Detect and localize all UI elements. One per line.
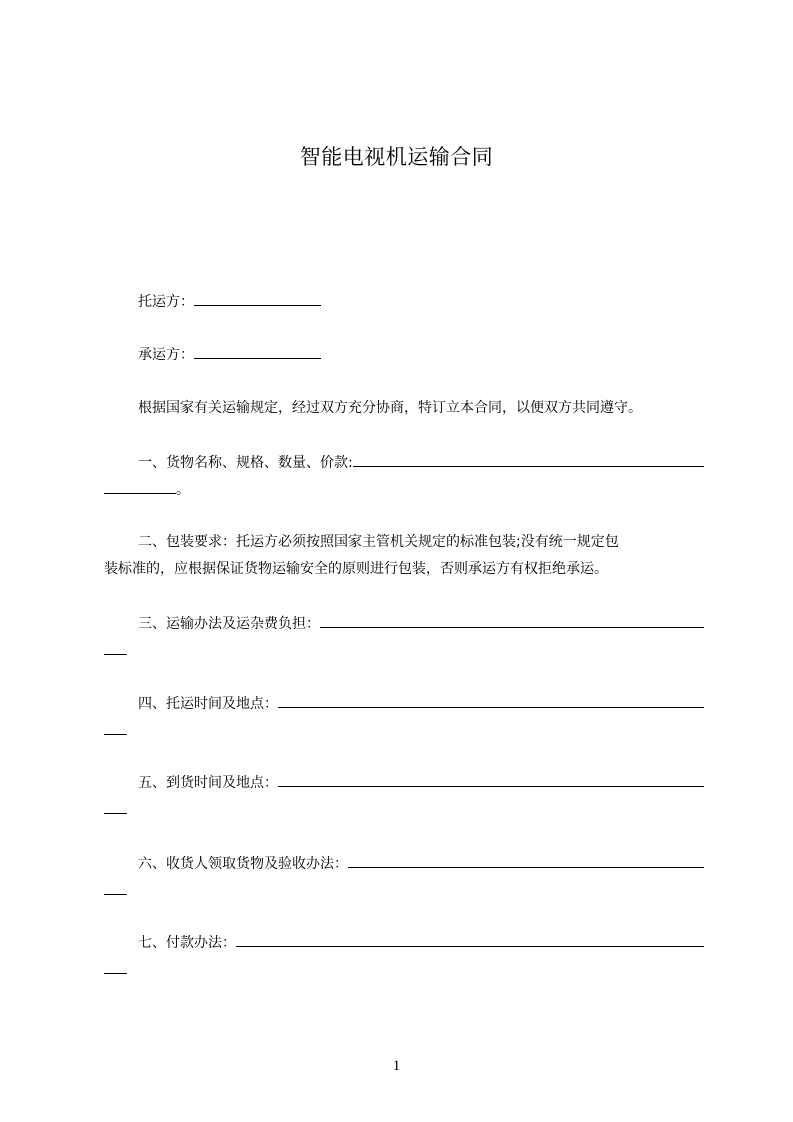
clause-4-blank[interactable] [278,693,704,708]
clause-5-continuation [104,799,704,819]
clause-1-end: 。 [176,482,190,498]
clause-1-continuation [104,479,704,499]
clause-3 [138,613,704,633]
clause-1 [138,452,704,472]
clause-1-blank-continued[interactable] [104,479,176,494]
clause-4-continuation [104,720,704,740]
shipper-field [138,291,704,311]
clause-7-continuation [104,959,704,979]
clause-6-blank[interactable] [348,853,704,868]
carrier-field [138,344,704,364]
clause-2-line-1: 二、包装要求：托运方必须按照国家主管机关规定的标准包装;没有统一规定包 [138,534,619,550]
clause-4 [138,693,704,713]
clause-7 [138,932,704,952]
shipper-label: 托运方： [138,294,194,310]
carrier-label: 承运方： [138,347,194,363]
clause-7-blank[interactable] [236,932,704,947]
clause-5 [138,772,704,792]
clause-6-continuation [104,880,704,900]
clause-4-label: 四、托运时间及地点： [138,696,278,712]
clause-3-label: 三、运输办法及运杂费负担： [138,616,320,632]
carrier-blank[interactable] [194,344,321,359]
clause-3-blank[interactable] [320,613,704,628]
clause-3-continuation [104,640,704,660]
preamble: 根据国家有关运输规定，经过双方充分协商，特订立本合同，以便双方共同遵守。 [138,400,642,416]
clause-3-blank-continued[interactable] [104,640,127,655]
clause-6 [138,853,704,873]
page-number: 1 [392,1058,401,1074]
clause-6-blank-continued[interactable] [104,880,127,895]
clause-5-label: 五、到货时间及地点： [138,775,278,791]
clause-1-blank[interactable] [353,452,704,467]
clause-7-blank-continued[interactable] [104,959,127,974]
clause-4-blank-continued[interactable] [104,720,127,735]
clause-5-blank-continued[interactable] [104,799,127,814]
clause-2-line-2: 装标准的，应根据保证货物运输安全的原则进行包装，否则承运方有权拒绝承运。 [104,561,608,577]
clause-7-label: 七、付款办法： [138,935,236,951]
clause-6-label: 六、收货人领取货物及验收办法： [138,856,348,872]
clause-1-label: 一、货物名称、规格、数量、价款: [138,455,353,471]
shipper-blank[interactable] [194,291,321,306]
clause-5-blank[interactable] [278,772,704,787]
document-title: 智能电视机运输合同 [299,145,494,169]
